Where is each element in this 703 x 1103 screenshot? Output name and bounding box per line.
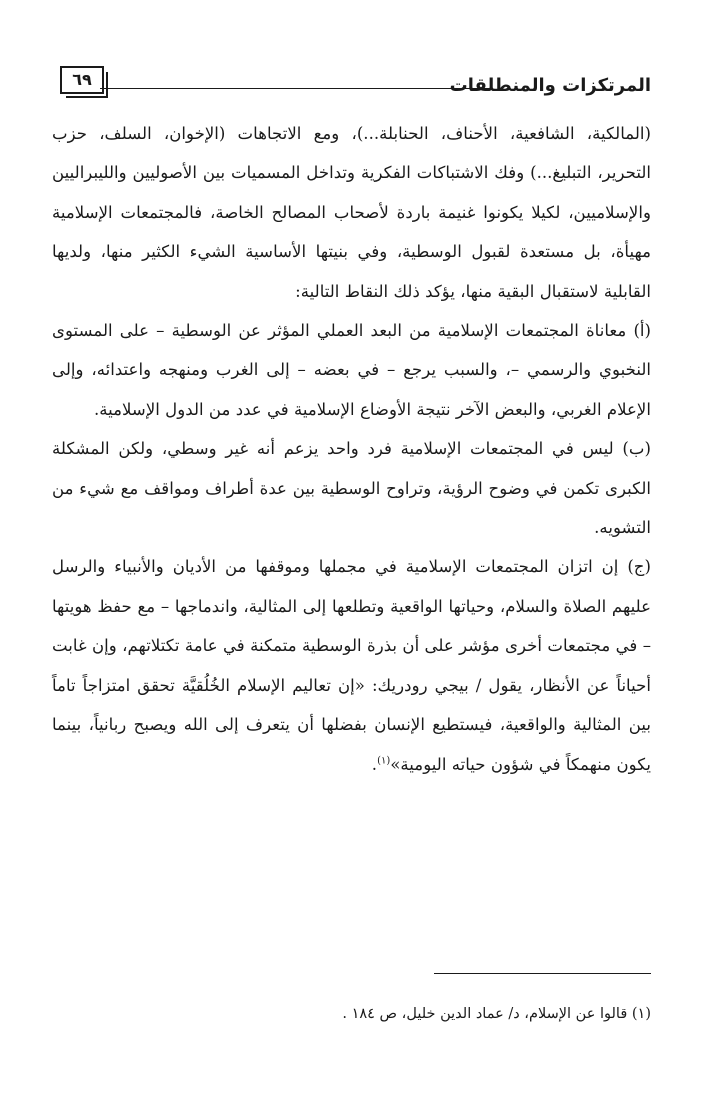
footnote-reference[interactable]: (١) [377, 754, 391, 766]
paragraph-point-a: (أ) معاناة المجتمعات الإسلامية من البعد العملي المؤثر عن الوسطية – على المستوى النخبوي والرسمي –، والسبب يرجع – في بعضه – إلى الغرب ومنهجه واعتدائه، وإلى الإعلام الغربي، والبعض الآخر نتيجة الأوضاع الإسلامية في عدد من الدول الإسلامية. [52, 321, 651, 419]
paragraph-intro: (المالكية، الشافعية، الأحناف، الحنابلة...)، ومع الاتجاهات (الإخوان، السلف، حزب التحرير، التبليغ...) وفك الاشتباكات الفكرية وتداخل المسميات بين الأصوليين والليبراليين والإسلاميين، لكيلا يكونوا غنيمة باردة لأصحاب المصالح الخاصة، فالمجتمعات الإسلامية مهيأة، بل مستعدة لقبول الوسطية، وفي بنيتها الأساسية الشيء الكثير منها، ولديها القابلية لاستقبال البقية منها، يؤكد ذلك النقاط التالية: [52, 124, 651, 301]
paragraph-point-c-text: (ج) إن اتزان المجتمعات الإسلامية في مجملها وموقفها من الأديان والأنبياء والرسل عليهم الصلاة والسلام، وحياتها الواقعية وتطلعها إلى المثالية، واندماجها – مع حفظ هويتها – في مجتمعات أخرى مؤشر على أن بذرة الوسطية متمكنة في عامة تكتلاتهم، وإن غابت أحياناً عن الأنظار، يقول / بيجي رودريك: «إن تعاليم الإسلام الخُلُقيَّة تحقق امتزاجاً تاماً بين المثالية والواقعية، فيستطيع الإنسان بفضلها أن يتعرف إلى الله ويصبح ربانياً، بينما يكون منهمكاً في شؤون حياته اليومية» [52, 557, 651, 774]
running-title: المرتكزات والمنطلقات [449, 75, 651, 96]
paragraph-point-c: (ج) إن اتزان المجتمعات الإسلامية في مجملها وموقفها من الأديان والأنبياء والرسل عليهم الصلاة والسلام، وحياتها الواقعية وتطلعها إلى المثالية، واندماجها – مع حفظ هويتها – في مجتمعات أخرى مؤشر على أن بذرة الوسطية متمكنة في عامة تكتلاتهم، وإن غابت أحياناً عن الأنظار، يقول / بيجي رودريك: «إن تعاليم الإسلام الخُلُقيَّة تحقق امتزاجاً تاماً بين المثالية والواقعية، فيستطيع الإنسان بفضلها أن يتعرف إلى الله ويصبح ربانياً، بينما يكون منهمكاً في شؤون حياته اليومية»$^{(١)}$. [52, 557, 651, 774]
page-number: ٦٩ [60, 66, 104, 94]
paragraph-point-b: (ب) ليس في المجتمعات الإسلامية فرد واحد يزعم أنه غير وسطي، ولكن المشكلة الكبرى تكمن في وضوح الرؤية، وتراوح الوسطية بين عدة أطراف ومواقف مع شيء من التشويه. [52, 439, 651, 538]
footnote-divider [434, 973, 651, 974]
header-rule [100, 88, 491, 89]
footnote: (١) قالوا عن الإسلام، د/ عماد الدين خليل، ص ١٨٤ . [342, 1006, 651, 1022]
body-text [52, 114, 651, 784]
running-header [60, 66, 651, 106]
